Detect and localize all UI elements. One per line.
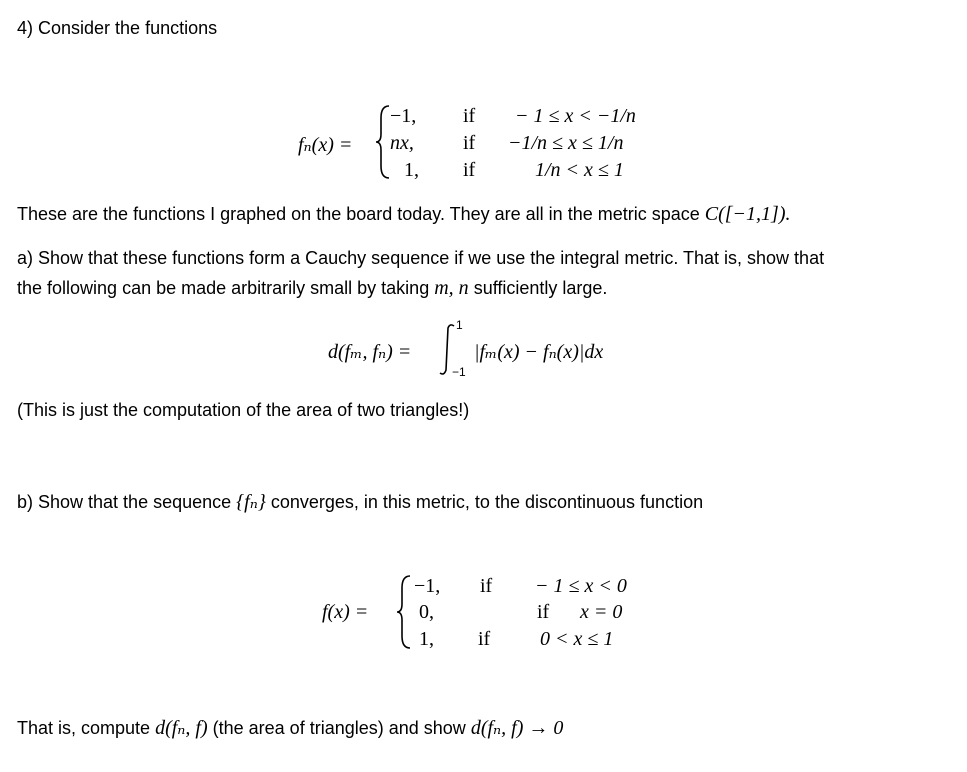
problem-heading: 4) Consider the functions [17, 18, 218, 38]
closing-math-limit: d(fₙ, f) → 0 [470, 717, 564, 739]
closing-math-distance: d(fₙ, f) [155, 717, 208, 739]
f-row3-if: if [478, 628, 491, 650]
part-a-note: (This is just the computation of the area of two triangles!) [17, 400, 470, 420]
part-b-line-pre: b) Show that the sequence [17, 492, 232, 512]
fn-lhs: fₙ(x) = [298, 134, 353, 156]
f-brace [396, 574, 414, 650]
fn-row3-if: if [463, 159, 476, 181]
part-b-line-post: converges, in this metric, to the discontinuous function [270, 492, 704, 512]
fn-row2-if: if [463, 132, 476, 154]
fn-row2-value: nx, [390, 132, 414, 154]
part-a-line2-math: m, n [434, 277, 469, 299]
f-row1-cond: − 1 ≤ x < 0 [535, 575, 627, 597]
f-row2-if: if [537, 601, 550, 623]
f-row1-if: if [480, 575, 493, 597]
part-a-line2 [17, 277, 607, 300]
integrand: |fₘ(x) − fₙ(x)|dx [474, 341, 604, 363]
fn-row1-cond: − 1 ≤ x < −1/n [515, 105, 636, 127]
metric-lhs: d(fₘ, fₙ) = [328, 341, 412, 363]
closing-pre: That is, compute [17, 718, 151, 738]
fn-row1-value: −1, [390, 105, 417, 127]
part-a-line2-pre: the following can be made arbitrarily small by taking [17, 278, 430, 298]
fn-row3-value: 1, [404, 159, 419, 181]
part-a-line2-post: sufficiently large. [473, 278, 608, 298]
part-b-line [17, 489, 703, 514]
integral-upper-limit: 1 [456, 318, 463, 332]
f-row1-value: −1, [414, 575, 441, 597]
f-row2-value: 0, [419, 601, 434, 623]
fn-row1-if: if [463, 105, 476, 127]
part-a-line1: a) Show that these functions form a Cauchy sequence if we use the integral metric. That is, show that [17, 248, 825, 268]
intro-paragraph [17, 203, 791, 226]
f-row2-cond: x = 0 [580, 601, 623, 623]
f-row3-cond: 0 < x ≤ 1 [540, 628, 614, 650]
closing-mid: (the area of triangles) and show [212, 718, 466, 738]
intro-text: These are the functions I graphed on the board today. They are all in the metric space [17, 204, 700, 224]
part-b-sequence: {fₙ} [236, 491, 266, 513]
fn-row3-cond: 1/n < x ≤ 1 [535, 159, 624, 181]
integral-lower-limit: −1 [452, 365, 466, 379]
metric-space-symbol: C([−1,1]). [704, 203, 791, 225]
closing-line [17, 715, 563, 740]
f-lhs: f(x) = [322, 601, 369, 623]
fn-row2-cond: −1/n ≤ x ≤ 1/n [508, 132, 624, 154]
f-row3-value: 1, [419, 628, 434, 650]
